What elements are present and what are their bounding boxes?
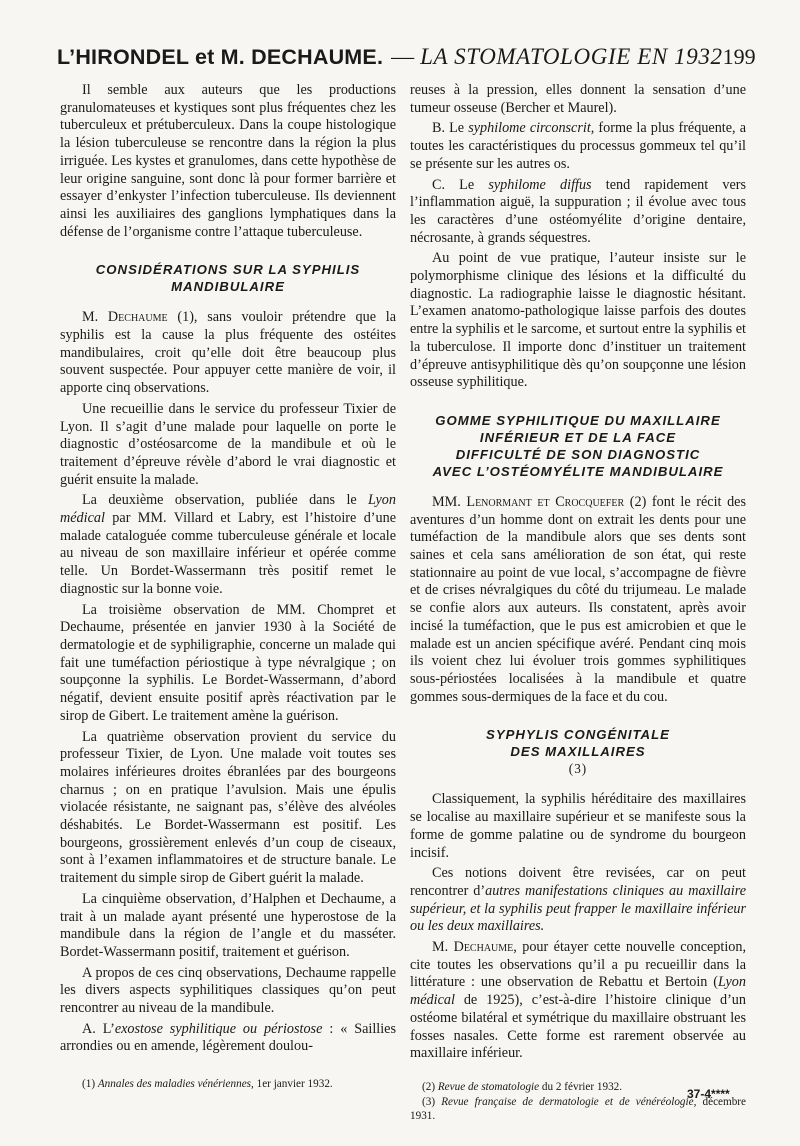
paragraph-observation-2 xyxy=(60,492,396,598)
paragraph-tuberculosis-conclusion: Il semble aux auteurs que les productions granulomateuses et kystiques sont plus fréquentes chez les tuberculeux et prétuberculeux. Dans la coupe histologique la lésion tuberculeuse se rencontre dans la région la plus irriguée. Les kystes et granulomes, dans cette hypothèse de leur origine sanguine, sont donc là pour former barrière et essayer d’enkyster l’infection tuberculeuse. Ils deviennent ainsi les auxiliaires des ganglions lymphatiques dans la défense de l’organisme contre l’attaque tuberculeuse. xyxy=(60,82,396,240)
term-emphasis: autres manifestations cliniques au maxillaire supérieur, et la syphilis peut frapper le maxillaire inférieur ou les deux maxillaires. xyxy=(410,882,746,935)
paragraph-aspects-summary: A propos de ces cinq observations, Dechaume rappelle les divers aspects syphilitiques classiques qu’on peut rencontrer au niveau de la mandibule. xyxy=(60,964,396,1017)
paragraph-syphilome-circonscrit xyxy=(410,120,746,173)
footnote-journal: Revue française de dermatologie et de vénéréologie, xyxy=(441,1095,697,1108)
paragraph-text: B. Le xyxy=(432,120,469,137)
journal-name: Lyon médical xyxy=(60,492,396,527)
term-emphasis: syphilome diffus xyxy=(488,176,592,193)
page-number: 199 xyxy=(722,44,756,69)
paragraph-observation-4: La quatrième observation provient du service du professeur Tixier, de Lyon. Une malade voit toutes ses molaires inférieures droites ébranlées par des bourgeons charnus ; on en pratique l’avulsion. Mais une épulis violacée résistante, ne saignant pas, s’élève des alvéoles déshabités. Le Bordet-Wassermann est positif. Les bourgeons, grossièrement enlevés d’un coup de ciseaux, sont à l’examen inflammatoires et de structure banale. Le traitement du simple sirop de Gibert guérit la malade. xyxy=(60,728,396,887)
author-name: M. Dechaume xyxy=(432,939,514,956)
section-heading-syphilis-congenitale xyxy=(410,726,746,777)
journal-name: Lyon médical xyxy=(410,974,746,1009)
heading-line: GOMME SYPHILITIQUE DU MAXILLAIRE xyxy=(435,412,721,428)
footnote-text: décembre 1931. xyxy=(410,1095,747,1122)
paragraph-text: La deuxième observation, publiée dans le xyxy=(82,492,369,509)
paragraph-observation-1: Une recueillie dans le service du professeur Tixier de Lyon. Il s’agit d’une malade pour laquelle on porte le diagnostic d’ostéosarcome de la mandibule et où le traitement d’épreuve révèle d’abord le vrai diagnostic et guérit ensuite la malade. xyxy=(60,400,396,488)
paragraph-text: tend rapidement vers l’inflammation aiguë, la suppuration ; il évolue avec tous les caractères d’une ostéomyélite d’origine dentaire, nécrosante, à grands séquestres. xyxy=(410,176,746,246)
heading-line: MANDIBULAIRE xyxy=(171,279,285,295)
paragraph-text: A. L’ xyxy=(82,1020,115,1037)
footnote-marker: (2) xyxy=(422,1080,438,1093)
footnote-ref: (3) xyxy=(568,761,588,777)
paragraph-text: forme la plus fréquente, a toutes les caractéristiques du processus gommeux tel qu’il se présente sur les autres os. xyxy=(410,120,746,172)
heading-line: SYPHYLIS CONGÉNITALE xyxy=(486,727,670,743)
paragraph-revised-notions xyxy=(410,865,746,936)
paragraph-observation-5: La cinquième observation, d’Halphen et Dechaume, a trait à un malade ayant présenté une hyperostose de la mandibule dans la région de l’angle et du masséter. Bordet-Wassermann positif, traitement et guérison. xyxy=(60,890,396,960)
term-emphasis: syphilome circonscrit, xyxy=(468,120,595,137)
paragraph-observation-3: La troisième observation de MM. Chompret et Dechaume, présentée en janvier 1930 à la Société de dermatologie et de syphiligraphie, concerne un malade qui fait une tuméfaction périostique à type névralgique ; on soupçonne la syphilis. Le Bordet-Wassermann, d’abord négatif, devient ensuite positif après réactivation par le sirop de Gibert. Le traitement amène la guérison. xyxy=(60,601,396,724)
section-heading-gomme-syphilitique xyxy=(410,412,746,480)
footnote-journal: Revue de stomatologie xyxy=(437,1080,540,1093)
paragraph-text: : « Saillies arrondies ou en amende, légèrement doulou- xyxy=(60,1020,396,1055)
heading-line: INFÉRIEUR ET DE LA FACE xyxy=(479,429,677,445)
footnote-journal: Annales des maladies vénériennes, xyxy=(97,1078,254,1090)
footnote-text: du 2 février 1932. xyxy=(539,1080,623,1093)
footnote-1 xyxy=(82,1078,333,1090)
footnote-spacer xyxy=(410,1066,746,1080)
heading-line: AVEC L’OSTÉOMYÉLITE MANDIBULAIRE xyxy=(432,463,724,479)
paragraph-dechaume-observations xyxy=(410,939,746,1063)
paragraph-text: (2) font le récit des aventures d’un homme dont on extrait les dents pour une tuméfaction de la mandibule alors que ses dents sont saines et cela sans amélioration de son état, qui reste stationnaire au point de vue local, s’accompagne de fièvre et de crises névralgiques du côté du trijumeau. Le malade se confie alors aux auteurs. Ils constatent, après avoir incisé la tuméfaction, que le pus est amicrobien et que le malade est un ancien spécifique avéré. Pendant cinq mois ils voient chez lui évoluer trois gommes syphilitiques sous-périostées localisées à la mandibule et quatre gommes sous-dermiques de la face et du cou. xyxy=(410,493,746,705)
paragraph-lenormant-case xyxy=(410,494,746,706)
printer-signature: 37-4**** xyxy=(687,1087,730,1101)
header-journal-title: LA STOMATOLOGIE EN 1932 xyxy=(420,44,723,69)
heading-text: DES MAXILLAIRES xyxy=(510,744,646,760)
header-authors: L’HIRONDEL et M. DECHAUME. xyxy=(57,45,384,69)
heading-line: CONSIDÉRATIONS SUR LA SYPHILIS xyxy=(95,262,361,278)
paragraph-syphilome-diffus xyxy=(410,177,746,248)
paragraph-practical-view: Au point de vue pratique, l’auteur insiste sur le polymorphisme clinique des lésions et la difficulté du diagnostic. La radiographie laisse le diagnostic hésitant. L’examen anatomo-pathologique laisse parfois des doutes entre la syphilis et le sarcome, et surtout entre la syphilis et la tuberculose. Il importe donc d’instituer un traitement d’épreuve antisyphilitique dès qu’on soupçonne une lésion osseuse syphilitique. xyxy=(410,250,746,391)
section-heading-syphilis-mandibulaire xyxy=(60,261,396,295)
footnote-marker: (3) xyxy=(422,1095,442,1108)
header-dash: — xyxy=(391,44,415,69)
right-column xyxy=(410,82,746,1124)
paragraph-text: de 1925), c’est-à-dire l’histoire clinique d’un ostéome bilatéral et symétrique du maxillaire obstruant les fosses nasales. Cette forme est rarement observée au maxillaire inférieur. xyxy=(410,992,746,1062)
paragraph-text: (1), sans vouloir prétendre que la syphilis est la cause la plus fréquente des ostéites mandibulaires, croit qu’elle doit être beaucoup plus souvent suspectée. Pour appuyer cette manière de voir, il apporte cinq observations. xyxy=(60,309,396,397)
left-column xyxy=(60,82,396,1059)
footnote-marker: (1) xyxy=(82,1078,98,1090)
paragraph-exostose xyxy=(60,1021,396,1056)
paragraph-hereditary-syphilis: Classiquement, la syphilis héréditaire des maxillaires se localise au maxillaire supérieur et se manifeste sous la forme de gomme palatine ou de syndrome du bourgeon incisif. xyxy=(410,791,746,861)
author-name: MM. Lenormant et Crocquefer xyxy=(432,493,625,510)
paragraph-text: Ces notions doivent être revisées, car on peut rencontrer d’ xyxy=(410,865,746,899)
paragraph-text: par MM. Villard et Labry, est l’histoire d’une malade cataloguée comme tuberculeuse générale et locale au niveau de son maxillaire inférieur et opérée comme telle. Un Bordet-Wassermann très positif remet le diagnostic sur la bonne voie. xyxy=(60,510,396,597)
paragraph-text: , pour étayer cette nouvelle conception, cite toutes les observations qu’il a pu recueillir dans la littérature : une observation de Rebattu et Bertoin ( xyxy=(410,939,746,991)
heading-line: DIFFICULTÉ DE SON DIAGNOSTIC xyxy=(455,446,701,462)
term-emphasis: exostose syphilitique ou périostose xyxy=(114,1020,323,1037)
paragraph-dechaume-intro xyxy=(60,309,396,398)
running-header xyxy=(57,44,756,70)
heading-line xyxy=(410,743,746,777)
paragraph-text: C. Le xyxy=(432,176,489,193)
footnote-text: 1er janvier 1932. xyxy=(253,1078,333,1090)
paragraph-exostose-continued: reuses à la pression, elles donnent la sensation d’une tumeur osseuse (Bercher et Maurel). xyxy=(410,82,746,116)
author-name: M. Dechaume xyxy=(82,309,168,326)
